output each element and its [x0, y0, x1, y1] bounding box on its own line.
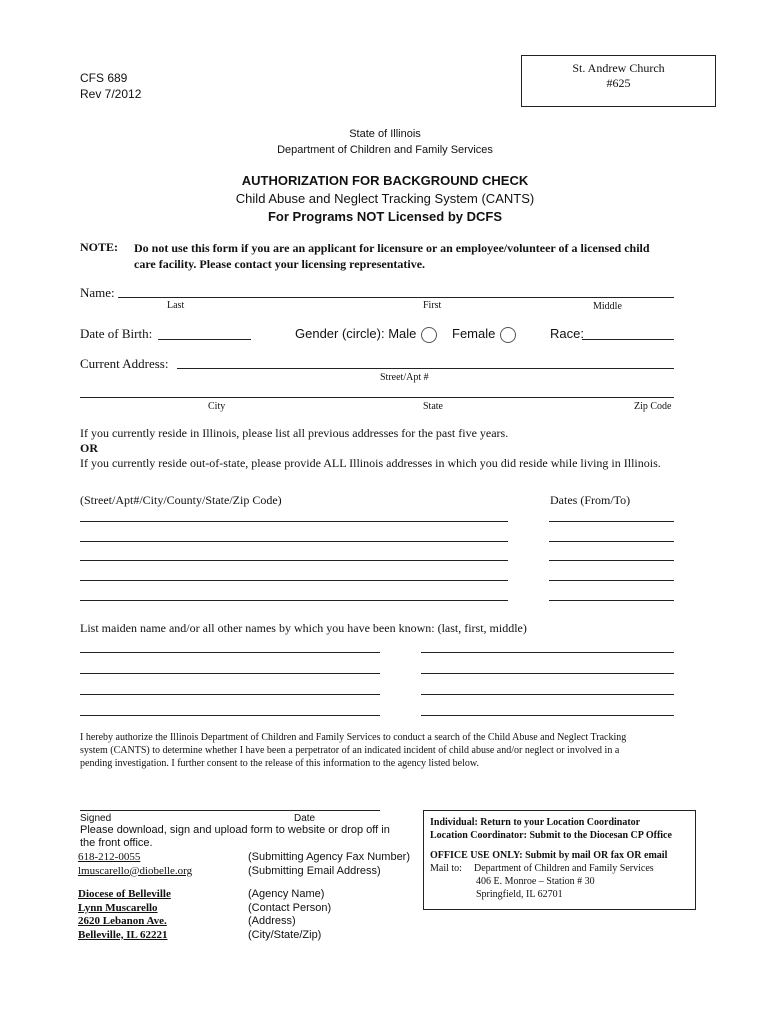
form-revision: Rev 7/2012 [80, 87, 142, 101]
dates-line[interactable] [549, 600, 674, 601]
upload-line-2: the front office. [80, 837, 153, 849]
gender-text: Gender (circle): Male [295, 326, 417, 341]
state-name: State of Illinois [349, 128, 421, 140]
agency-value: Diocese of Belleville [78, 888, 171, 900]
name-input-line[interactable] [118, 297, 674, 298]
other-name-line[interactable] [80, 715, 380, 716]
address-history-header: (Street/Apt#/City/County/State/Zip Code) [80, 493, 282, 507]
dates-line[interactable] [549, 580, 674, 581]
church-box [521, 55, 716, 107]
church-name: St. Andrew Church [572, 61, 665, 75]
note-text [134, 240, 704, 272]
church-number: #625 [606, 76, 631, 90]
citystate-label: (City/State/Zip) [248, 928, 322, 941]
email-label: (Submitting Email Address) [248, 864, 381, 877]
address-row [78, 915, 428, 929]
agency-info [78, 851, 428, 942]
office-use-box [423, 810, 696, 910]
street-input-line[interactable] [177, 368, 674, 369]
address-instructions [80, 426, 700, 471]
authorization-line-3: pending investigation. I further consent to the release of this information to the agency listed below. [80, 758, 479, 769]
title-main: AUTHORIZATION FOR BACKGROUND CHECK [241, 173, 529, 188]
email-row [78, 865, 428, 879]
mail-to-label: Mail to: [430, 863, 462, 874]
contact-value: Lynn Muscarello [78, 901, 158, 914]
fax-label: (Submitting Agency Fax Number) [248, 851, 411, 863]
street-label: Street/Apt # [380, 372, 429, 383]
email-value: lmuscarello@diobelle.org [78, 864, 193, 877]
title-programs: For Programs NOT Licensed by DCFS [267, 209, 503, 224]
state-label: State [423, 401, 443, 412]
agency-header [0, 126, 770, 158]
female-circle[interactable] [500, 327, 516, 343]
address-history-line[interactable] [80, 541, 508, 542]
signed-label: Signed [80, 813, 112, 824]
mail-line-1: Department of Children and Family Services [474, 863, 654, 874]
address-history-line[interactable] [80, 521, 508, 522]
fax-row [78, 851, 428, 865]
instruction-illinois: If you currently reside in Illinois, please list all previous addresses for the past five years. [80, 426, 509, 440]
last-label: Last [167, 300, 185, 311]
agency-label: (Agency Name) [248, 888, 325, 900]
instruction-or: OR [80, 441, 98, 455]
other-name-line[interactable] [80, 694, 380, 695]
race-input-line[interactable] [582, 339, 674, 340]
note-line-2: care facility. Please contact your licensing representative. [134, 257, 426, 271]
address-label-agency: (Address) [248, 915, 296, 927]
address-value: 2620 Lebanon Ave. [78, 915, 167, 927]
city-input-line[interactable] [80, 397, 674, 398]
middle-label: Middle [593, 301, 622, 312]
authorization-text [80, 731, 700, 770]
individual-instruction: Individual: Return to your Location Coordinator [430, 817, 641, 828]
mail-line-2: 406 E. Monroe – Station # 30 [476, 876, 595, 887]
name-label: Name: [80, 285, 115, 300]
citystate-row [78, 929, 428, 943]
address-history-line[interactable] [80, 560, 508, 561]
gender-label [295, 326, 437, 343]
authorization-line-2: system (CANTS) to determine whether I have been a perpetrator of an indicated incident of child abuse and/or neglect or involved in a [80, 745, 620, 756]
contact-label: (Contact Person) [248, 901, 332, 914]
note-line-1: Do not use this form if you are an applicant for licensure or an employee/volunteer of a licensed child [134, 241, 650, 255]
title-sub: Child Abuse and Neglect Tracking System (CANTS) [235, 191, 535, 206]
other-name-line[interactable] [421, 694, 674, 695]
note-label: NOTE: [80, 240, 119, 254]
mail-line-3: Springfield, IL 62701 [476, 889, 563, 900]
dates-line[interactable] [549, 521, 674, 522]
coordinator-instruction: Location Coordinator: Submit to the Diocesan CP Office [430, 830, 672, 841]
instruction-out-of-state: If you currently reside out-of-state, please provide ALL Illinois addresses in which you did reside while living in Illinois. [80, 456, 661, 470]
form-number: CFS 689 [80, 71, 128, 85]
signature-line[interactable] [80, 810, 380, 811]
mail-to-block [430, 862, 689, 901]
upload-line-1: Please download, sign and upload form to website or drop off in [80, 824, 390, 836]
other-name-line[interactable] [421, 652, 674, 653]
address-label: Current Address: [80, 356, 169, 371]
female-option [452, 326, 516, 343]
zip-label: Zip Code [634, 401, 672, 412]
address-history-line[interactable] [80, 600, 508, 601]
city-label: City [208, 401, 226, 412]
race-label: Race: [550, 326, 584, 341]
other-name-line[interactable] [421, 673, 674, 674]
dob-input-line[interactable] [158, 339, 251, 340]
first-label: First [423, 300, 442, 311]
form-title [0, 172, 770, 226]
address-history-line[interactable] [80, 580, 508, 581]
other-name-line[interactable] [80, 673, 380, 674]
department-name: Department of Children and Family Services [277, 144, 493, 156]
other-name-line[interactable] [80, 652, 380, 653]
upload-instructions [80, 824, 410, 850]
citystate-value: Belleville, IL 62221 [78, 928, 168, 941]
office-use-title: OFFICE USE ONLY: Submit by mail OR fax OR email [430, 850, 668, 861]
form-id [80, 70, 141, 102]
dob-label: Date of Birth: [80, 326, 153, 341]
authorization-line-1: I hereby authorize the Illinois Department of Children and Family Services to conduct a search of the Child Abuse and Neglect Tracking [80, 732, 627, 743]
female-text: Female [452, 326, 496, 341]
dates-line[interactable] [549, 541, 674, 542]
maiden-name-instruction: List maiden name and/or all other names by which you have been known: (last, first, middle) [80, 621, 527, 635]
dates-header: Dates (From/To) [550, 493, 631, 507]
fax-value: 618-212-0055 [78, 851, 141, 863]
male-circle[interactable] [421, 327, 437, 343]
agency-row [78, 888, 428, 902]
contact-row [78, 902, 428, 916]
date-label: Date [294, 813, 316, 824]
other-name-line[interactable] [421, 715, 674, 716]
dates-line[interactable] [549, 560, 674, 561]
